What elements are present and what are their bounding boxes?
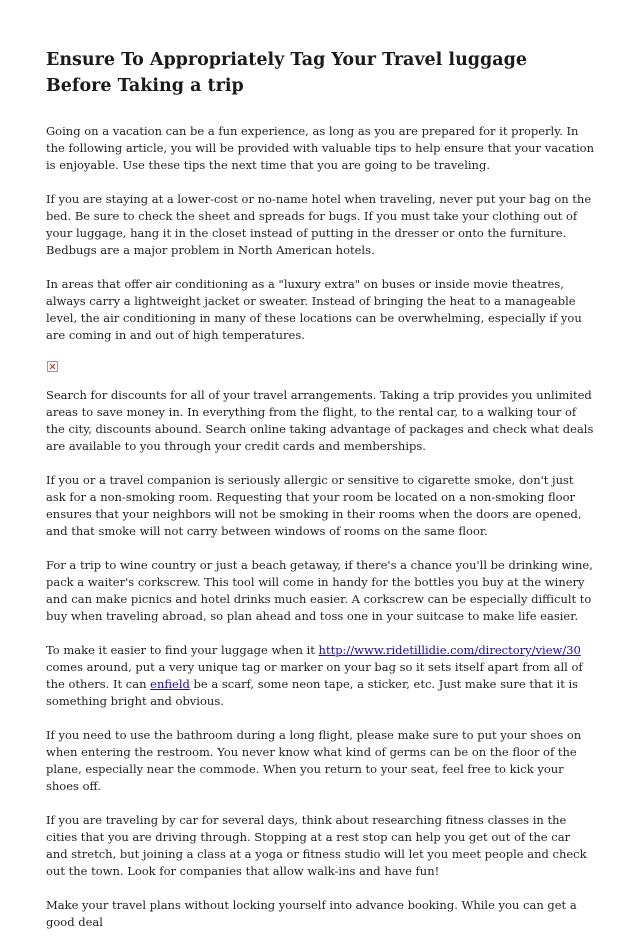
- paragraph-luggage-tag: [46, 642, 594, 710]
- luggage-text-2: comes around, put a very unique tag or marker on your bag so it sets itself apart from all of the others. It can: [46, 660, 583, 691]
- luggage-text-1: To make it easier to find your luggage when it: [46, 643, 319, 657]
- paragraph-fitness-classes: If you are traveling by car for several days, think about researching fitness classes in the cities that you are driving through. Stopping at a rest stop can help you get out of the car and stretch, but joining a class at a yoga or fitness studio will let you meet people and check out the town. Look for companies that allow walk-ins and have fun!: [46, 813, 587, 878]
- enfield-link[interactable]: enfield: [150, 677, 190, 691]
- paragraph-hotel-bedbugs: If you are staying at a lower-cost or no-name hotel when traveling, never put your bag on the bed. Be sure to check the sheet and spreads for bugs. If you must take your clothing out of your luggage, hang it in the closet instead of putting in the dresser or onto the furniture. Bedbugs are a major problem in North American hotels.: [46, 192, 592, 257]
- paragraph-bathroom-shoes: If you need to use the bathroom during a long flight, please make sure to put your shoes on when entering the restroom. You never know what kind of germs can be on the floor of the plane, especially near the commode. When you return to your seat, feel free to kick your shoes off.: [46, 728, 582, 793]
- document-page: [46, 47, 594, 948]
- luggage-text-3: be a scarf, some neon tape, a sticker, etc. Just make sure that it is something bright and obvious.: [46, 677, 579, 708]
- paragraph-discounts: Search for discounts for all of your travel arrangements. Taking a trip provides you unlimited areas to save money in. In everything from the flight, to the rental car, to a walking tour of the city, discounts abound. Search online taking advantage of packages and check what deals are available to you through your credit cards and memberships.: [46, 388, 594, 453]
- broken-image-icon: [47, 361, 58, 372]
- paragraph-advance-booking: Make your travel plans without locking yourself into advance booking. While you can get a good deal: [46, 898, 577, 929]
- paragraph-intro: Going on a vacation can be a fun experience, as long as you are prepared for it properly. In the following article, you will be provided with valuable tips to help ensure that your vacation is enjoyable. Use these tips the next time that you are going to be traveling.: [46, 124, 594, 172]
- paragraph-air-conditioning: In areas that offer air conditioning as a "luxury extra" on buses or inside movie theatres, always carry a lightweight jacket or sweater. Instead of bringing the heat to a manageable level, the air conditioning in many of these locations can be overwhelming, especially if you are coming in and out of high temperatures.: [46, 277, 582, 342]
- page-title: Ensure To Appropriately Tag Your Travel luggage Before Taking a trip: [46, 50, 527, 96]
- paragraph-corkscrew: For a trip to wine country or just a beach getaway, if there's a chance you'll be drinking wine, pack a waiter's corkscrew. This tool will come in handy for the bottles you buy at the winery and can make picnics and hotel drinks much easier. A corkscrew can be especially difficult to buy when traveling abroad, so plan ahead and toss one in your suitcase to make life easier.: [46, 558, 593, 623]
- ridetillidie-link[interactable]: http://www.ridetillidie.com/directory/view/30: [318, 643, 581, 657]
- paragraph-non-smoking: If you or a travel companion is seriously allergic or sensitive to cigarette smoke, don't just ask for a non-smoking room. Requesting that your room be located on a non-smoking floor ensures that your neighbors will not be smoking in their rooms when the doors are opened, and that smoke will not carry between windows of rooms on the same floor.: [46, 473, 582, 538]
